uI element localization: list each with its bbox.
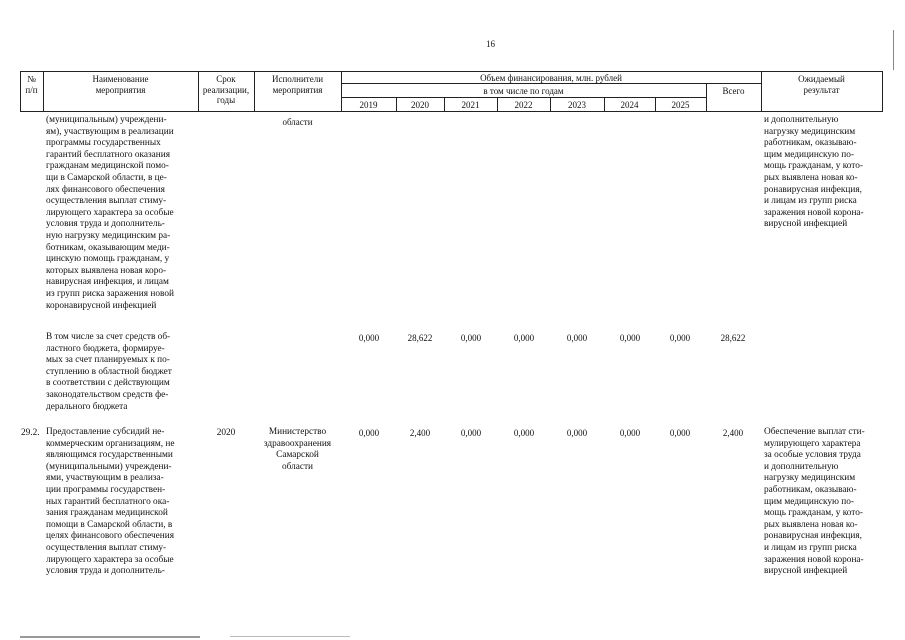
text-line: щим медицинскую по-	[764, 149, 855, 160]
text-line: целях финансового обеспечения	[46, 531, 175, 542]
header-by-years: в том числе по годам	[483, 86, 564, 96]
row1-executor: области	[282, 117, 313, 127]
text-line: В том числе за счет средств об-	[46, 332, 171, 342]
text-line: осуществления выплат стиму-	[46, 196, 167, 207]
text-line: ную нагрузку медицинским ра-	[46, 230, 171, 241]
scan-edge-mark	[893, 30, 894, 70]
row3-value-2022: 0,000	[513, 428, 535, 438]
text-line: лях финансового обеспечения	[46, 184, 165, 195]
text-line: заражения новой корона-	[764, 207, 864, 218]
text-line: Предоставление субсидий не-	[46, 427, 165, 437]
text-line: Министерство	[268, 427, 327, 437]
header-volume: Объем финансирования, млн. рублей	[480, 73, 622, 83]
text-line: ботникам, оказывающим меди-	[46, 242, 170, 253]
text-line: ронавирусная инфекция,	[764, 184, 862, 195]
text-line: являющимся государственными	[46, 450, 173, 461]
text-line: условия труда и дополнитель-	[46, 219, 165, 230]
text-line: которых выявлена новая коро-	[46, 265, 167, 276]
row1-result	[764, 115, 880, 231]
text-line: гражданам медицинской помо-	[46, 161, 169, 172]
text-line: мощь гражданам, у кото-	[764, 508, 863, 519]
text-line: осуществления выплат стиму-	[46, 542, 167, 553]
text-line: здравоохранения	[263, 438, 332, 449]
text-line: помощи в Самарской области, в	[46, 519, 173, 530]
text-line: коронавирусной инфекцией	[46, 300, 157, 311]
header-total: Всего	[722, 86, 745, 96]
row2-total: 28,622	[720, 333, 746, 343]
header-year-2020: 2020	[411, 100, 429, 110]
row2-value-2022: 0,000	[513, 333, 535, 343]
row2-value-2024: 0,000	[619, 333, 641, 343]
text-line: ластного бюджета, формируе-	[46, 343, 165, 354]
header-name: Наименование мероприятия	[92, 74, 149, 95]
text-line: нагрузку медицинским	[764, 126, 856, 137]
row3-value-2023: 0,000	[566, 428, 588, 438]
text-line: работникам, оказываю-	[764, 138, 857, 149]
text-line: нагрузку медицинским	[764, 473, 856, 484]
text-line: условия труда и дополнитель-	[46, 566, 165, 577]
row3-total: 2,400	[722, 428, 744, 438]
text-line: гарантий бесплатного оказания	[46, 149, 171, 160]
table-top-border	[20, 71, 883, 72]
header-executors: Исполнители мероприятия	[271, 74, 324, 95]
text-line: и лицам из групп риска	[764, 542, 857, 553]
text-line: Обеспечение выплат сти-	[764, 427, 865, 437]
text-line: ступлению в областной бюджет	[46, 366, 172, 377]
text-line: щим медицинскую по-	[764, 496, 855, 507]
text-line: лирующего характера за особые	[46, 554, 174, 565]
row3-value-2025: 0,000	[669, 428, 691, 438]
text-line: мощь гражданам, у кото-	[764, 161, 863, 172]
text-line: ронавирусная инфекция,	[764, 531, 862, 542]
row1-name	[46, 115, 194, 312]
text-line: зания гражданам медицинской	[46, 508, 168, 519]
row2-value-2019: 0,000	[358, 333, 380, 343]
col-border-right	[882, 71, 883, 112]
row2-name	[46, 332, 194, 413]
text-line: дерального бюджета	[46, 401, 128, 412]
text-line: и дополнительную	[764, 461, 839, 472]
header-year-2023: 2023	[568, 100, 586, 110]
text-line: щи в Самарской области, в це-	[46, 172, 167, 183]
header-year-2021: 2021	[461, 100, 480, 110]
row3-value-2020: 2,400	[409, 428, 431, 438]
text-line: Самарской	[276, 450, 319, 461]
text-line: ции программы государствен-	[46, 484, 166, 495]
row3-result	[764, 427, 880, 578]
header-num: № п/п	[25, 74, 38, 95]
text-line: заражения новой корона-	[764, 554, 864, 565]
text-line: мулирующего характера	[764, 438, 861, 449]
header-year-2019: 2019	[359, 100, 378, 110]
row3-value-2019: 0,000	[358, 428, 380, 438]
row3-executor	[254, 427, 341, 473]
text-line: коммерческим организациям, не	[46, 438, 175, 449]
text-line: области	[281, 461, 314, 472]
row2-value-2021: 0,000	[460, 333, 482, 343]
text-line: и дополнительную	[764, 115, 839, 125]
row3-value-2024: 0,000	[619, 428, 641, 438]
text-line: рых выявлена новая ко-	[764, 172, 858, 183]
row2-value-2025: 0,000	[669, 333, 691, 343]
row2-value-2023: 0,000	[566, 333, 588, 343]
text-line: законодательством средств фе-	[46, 389, 169, 400]
row3-number: 29.2.	[21, 428, 40, 438]
text-line: навирусная инфекция, и лицам	[46, 277, 169, 288]
header-term: Срок реализации, годы	[202, 74, 250, 105]
text-line: цинскую помощь гражданам, у	[46, 254, 170, 265]
scan-artifact-line	[230, 636, 350, 637]
text-line: лирующего характера за особые	[46, 207, 174, 218]
header-result: Ожидаемый результат	[798, 74, 845, 95]
text-line: за особые условия труда	[764, 450, 861, 461]
text-line: в соответствии с действующим	[46, 378, 170, 389]
text-line: ями, участвующим в реализа-	[46, 473, 164, 484]
text-line: (муниципальными) учреждени-	[46, 461, 172, 472]
text-line: (муниципальным) учреждени-	[46, 115, 167, 125]
text-line: из групп риска заражения новой	[46, 288, 174, 299]
row2-value-2020: 28,622	[407, 333, 433, 343]
text-line: и лицам из групп риска	[764, 196, 857, 207]
text-line: работникам, оказываю-	[764, 484, 857, 495]
text-line: мых за счет планируемых к по-	[46, 355, 170, 366]
row3-term: 2020	[216, 428, 236, 438]
text-line: вирусной инфекцией	[764, 566, 848, 577]
text-line: вирусной инфекцией	[764, 219, 848, 230]
page-number: 16	[486, 39, 495, 49]
row3-name	[46, 427, 194, 578]
text-line: ям), участвующим в реализации	[46, 126, 174, 137]
header-year-2025: 2025	[671, 100, 690, 110]
text-line: программы государственных	[46, 138, 161, 149]
header-year-2022: 2022	[514, 100, 533, 110]
text-line: ных гарантий бесплатного ока-	[46, 496, 170, 507]
row3-value-2021: 0,000	[460, 428, 482, 438]
text-line: рых выявлена новая ко-	[764, 519, 858, 530]
header-year-2024: 2024	[620, 100, 639, 110]
header-bottom-border	[20, 111, 883, 112]
scan-artifact-line	[20, 636, 200, 638]
